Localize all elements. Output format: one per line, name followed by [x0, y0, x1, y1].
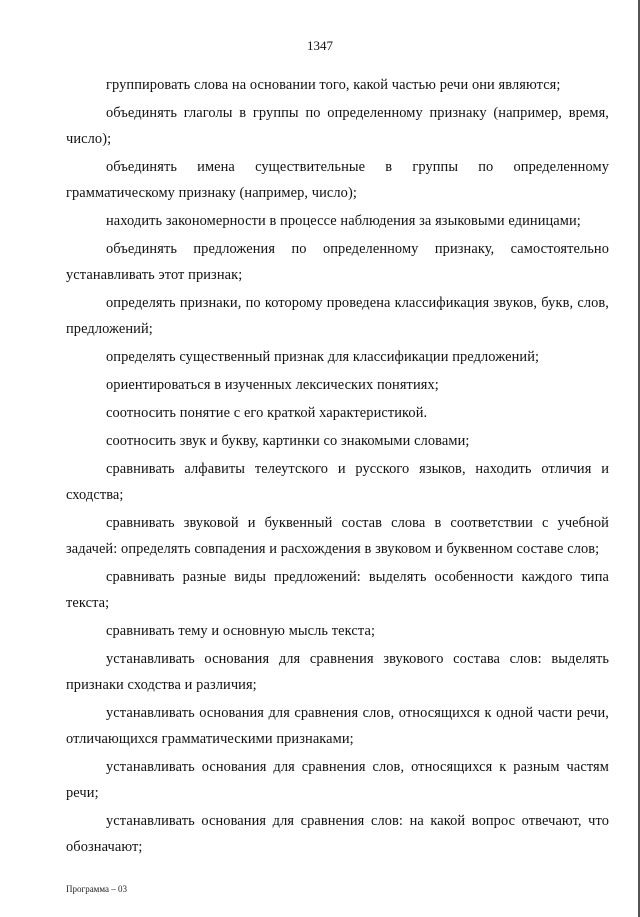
paragraph: устанавливать основания для сравнения слов: на какой вопрос отвечают, что обозначают;	[66, 813, 609, 855]
paragraph: сравнивать разные виды предложений: выделять особенности каждого типа текста;	[66, 569, 609, 611]
paragraph: определять существенный признак для классификации предложений;	[106, 349, 540, 365]
paragraph: устанавливать основания для сравнения слов, относящихся к одной части речи, отличающихся грамматическими признаками;	[66, 705, 609, 747]
paragraph: находить закономерности в процессе наблюдения за языковыми единицами;	[106, 213, 581, 229]
paragraph: объединять предложения по определенному признаку, самостоятельно устанавливать этот признак;	[66, 241, 609, 283]
paragraph: соотносить звук и букву, картинки со знакомыми словами;	[106, 433, 470, 449]
paragraph: сравнивать звуковой и буквенный состав слова в соответствии с учебной задачей: определять совпадения и расхождения в звуковом и буквенном составе слов;	[66, 515, 609, 557]
page-body	[66, 72, 609, 862]
paragraph: устанавливать основания для сравнения слов, относящихся к разным частям речи;	[66, 759, 609, 801]
paragraph: соотносить понятие с его краткой характеристикой.	[106, 405, 428, 421]
paragraph: определять признаки, по которому проведена классификация звуков, букв, слов, предложений;	[66, 295, 609, 337]
paragraph: сравнивать тему и основную мысль текста;	[106, 623, 376, 639]
page-footer: Программа – 03	[66, 884, 128, 894]
paragraph: устанавливать основания для сравнения звукового состава слов: выделять признаки сходства и различия;	[66, 651, 609, 693]
paragraph: объединять глаголы в группы по определенному признаку (например, время, число);	[66, 105, 609, 147]
paragraph: ориентироваться в изученных лексических понятиях;	[106, 377, 439, 393]
paragraph: группировать слова на основании того, какой частью речи они являются;	[106, 77, 561, 93]
page-number: 1347	[307, 38, 333, 53]
paragraph: объединять имена существительные в группы по определенному грамматическому признаку (например, число);	[66, 159, 609, 201]
paragraph: сравнивать алфавиты телеутского и русского языков, находить отличия и сходства;	[66, 461, 609, 503]
